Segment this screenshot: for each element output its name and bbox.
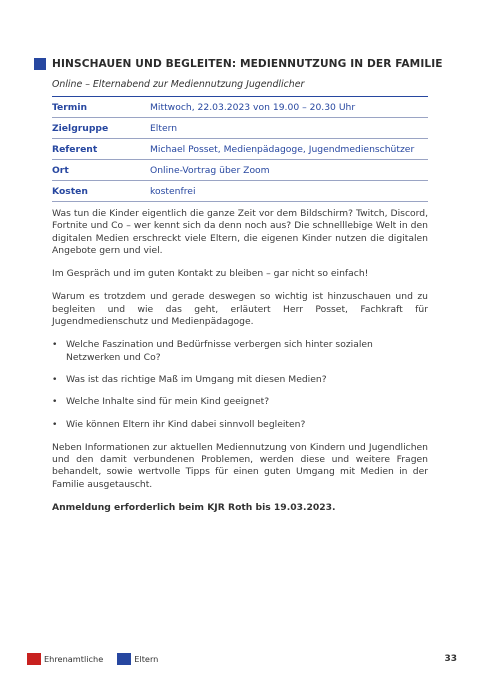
info-key: Referent — [52, 139, 150, 160]
info-row-ort — [52, 160, 428, 181]
info-row-zielgruppe — [52, 118, 428, 139]
title-row — [34, 58, 443, 70]
info-value: Michael Posset, Medienpädagoge, Jugendmedienschützer — [150, 139, 428, 160]
info-key: Zielgruppe — [52, 118, 150, 139]
event-info-table — [52, 96, 428, 202]
info-row-referent — [52, 139, 428, 160]
list-item-text: Welche Inhalte sind für mein Kind geeignet? — [66, 396, 270, 408]
page-number: 33 — [444, 654, 457, 664]
list-item-text: Wie können Eltern ihr Kind dabei sinnvoll begleiten? — [66, 418, 306, 430]
info-key: Termin — [52, 97, 150, 118]
legend-swatch-blue-icon — [117, 653, 131, 665]
paragraph: Im Gespräch und im guten Kontakt zu bleiben – gar nicht so einfach! — [52, 268, 369, 280]
question-list — [52, 339, 428, 430]
info-value: Online-Vortrag über Zoom — [150, 160, 428, 181]
list-item — [52, 374, 428, 386]
closing-paragraph: Neben Informationen zur aktuellen Mediennutzung von Kindern und Jugendlichen und den damit verbundenen Problemen, werden diese und weitere Fragen behandelt, sowie wertvolle Tipps für einen guten Umgang mit Medien in der Familie ausgetauscht. — [52, 441, 428, 490]
list-item-text: Welche Faszination und Bedürfnisse verbergen sich hinter sozialen Netzwerken und Co? — [66, 339, 373, 363]
registration-note: Anmeldung erforderlich beim KJR Roth bis 19.03.2023. — [52, 502, 336, 514]
info-row-termin — [52, 97, 428, 118]
list-item-text: Was ist das richtige Maß im Umgang mit diesen Medien? — [66, 373, 327, 385]
body-text — [52, 208, 428, 525]
page-footer — [27, 653, 457, 665]
bullet-icon: • — [52, 418, 58, 430]
bullet-icon: • — [52, 396, 58, 408]
info-value: Mittwoch, 22.03.2023 von 19.00 – 20.30 Uhr — [150, 97, 428, 118]
info-row-kosten — [52, 181, 428, 202]
info-value: kostenfrei — [150, 181, 428, 202]
legend-swatch-red-icon — [27, 653, 41, 665]
list-item — [52, 419, 428, 431]
paragraph: Was tun die Kinder eigentlich die ganze Zeit vor dem Bildschirm? Twitch, Discord, Fortnite und Co – wer kennt sich da denn noch aus? Die schnelllebige Welt in den digitalen Medien erschreckt viele Eltern, die eigenen Kinder nutzen die digitalen Angebote gern und viel. — [52, 208, 428, 256]
category-square-icon — [34, 58, 46, 70]
list-item — [52, 339, 428, 364]
info-key: Ort — [52, 160, 150, 181]
page-title: HINSCHAUEN UND BEGLEITEN: MEDIENNUTZUNG IN DER FAMILIE — [52, 58, 443, 70]
info-key: Kosten — [52, 181, 150, 202]
legend-label-eltern: Eltern — [134, 654, 159, 664]
page-subtitle: Online – Elternabend zur Mediennutzung Jugendlicher — [52, 79, 305, 90]
paragraph: Warum es trotzdem und gerade deswegen so wichtig ist hinzuschauen und zu begleiten und wie das geht, erläutert Herr Posset, Fachkraft für Jugendmedienschutz und Medienpädagoge. — [52, 291, 428, 328]
bullet-icon: • — [52, 339, 58, 351]
info-value: Eltern — [150, 118, 428, 139]
legend-label-ehrenamtliche: Ehrenamtliche — [44, 654, 104, 664]
list-item — [52, 396, 428, 408]
bullet-icon: • — [52, 373, 58, 385]
